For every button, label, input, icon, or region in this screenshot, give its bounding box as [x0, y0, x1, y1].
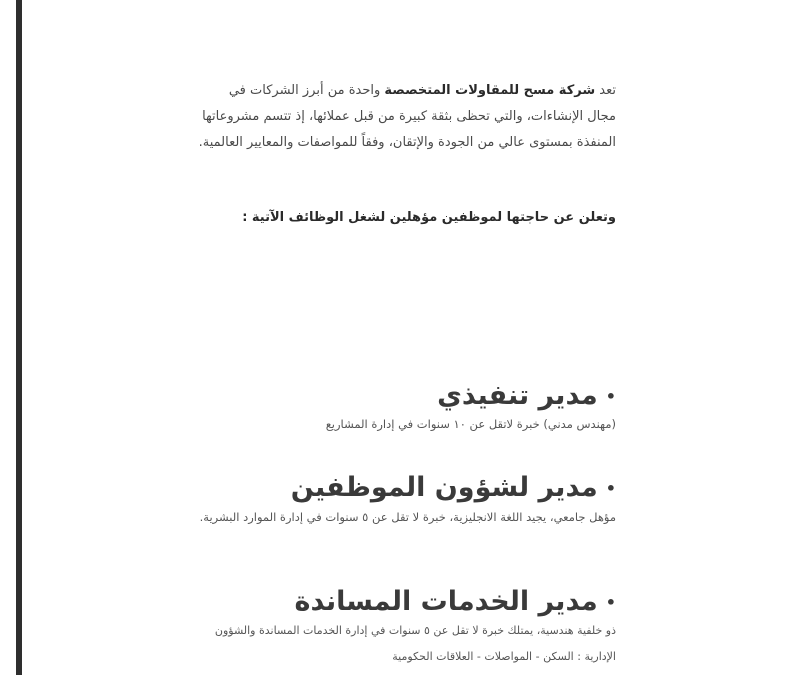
- job-description: ذو خلفية هندسية، يمتلك خبرة لا تقل عن ٥ سنوات في إدارة الخدمات المساندة والشؤون الإدارية : السكن - المواصلات - العلاقات الحكومية: [214, 624, 616, 664]
- job-title-text: مدير تنفيذي: [437, 380, 598, 411]
- job-description: مؤهل جامعي، يجيد اللغة الانجليزية، خبرة لا تقل عن ٥ سنوات في إدارة الموارد البشرية.: [199, 510, 616, 525]
- job-title-text: مدير لشؤون الموظفين: [290, 472, 598, 503]
- job-title: [196, 380, 616, 412]
- intro-body: واحدة من أبرز الشركات في مجال الإنشاءات، والتي تحظى بثقة كبيرة من قبل عملائها، إذ تتسم مشروعاتها المنفذة بمستوى عالي من الجودة والإتقان، وفقاً للمواصفات والمعايير العالمية.: [198, 83, 616, 150]
- job-title: [196, 586, 616, 618]
- job-listing: [196, 472, 616, 530]
- job-description: (مهندس مدني) خبرة لاتقل عن ١٠ سنوات في إدارة المشاريع: [325, 417, 616, 432]
- bullet-icon: •: [605, 386, 616, 406]
- job-title: [196, 472, 616, 504]
- intro-prefix: تعد: [595, 83, 616, 98]
- job-title-text: مدير الخدمات المساندة: [294, 586, 598, 617]
- company-intro-paragraph: [196, 78, 616, 156]
- company-name: شركة مسح للمقاولات المتخصصة: [384, 83, 596, 98]
- vacancies-announcement: وتعلن عن حاجتها لموظفين مؤهلين لشغل الوظائف الآتية :: [242, 210, 616, 225]
- page-left-border: [16, 0, 22, 675]
- bullet-icon: •: [605, 478, 616, 498]
- bullet-icon: •: [605, 592, 616, 612]
- job-listing: [196, 380, 616, 436]
- job-listing: [196, 586, 616, 670]
